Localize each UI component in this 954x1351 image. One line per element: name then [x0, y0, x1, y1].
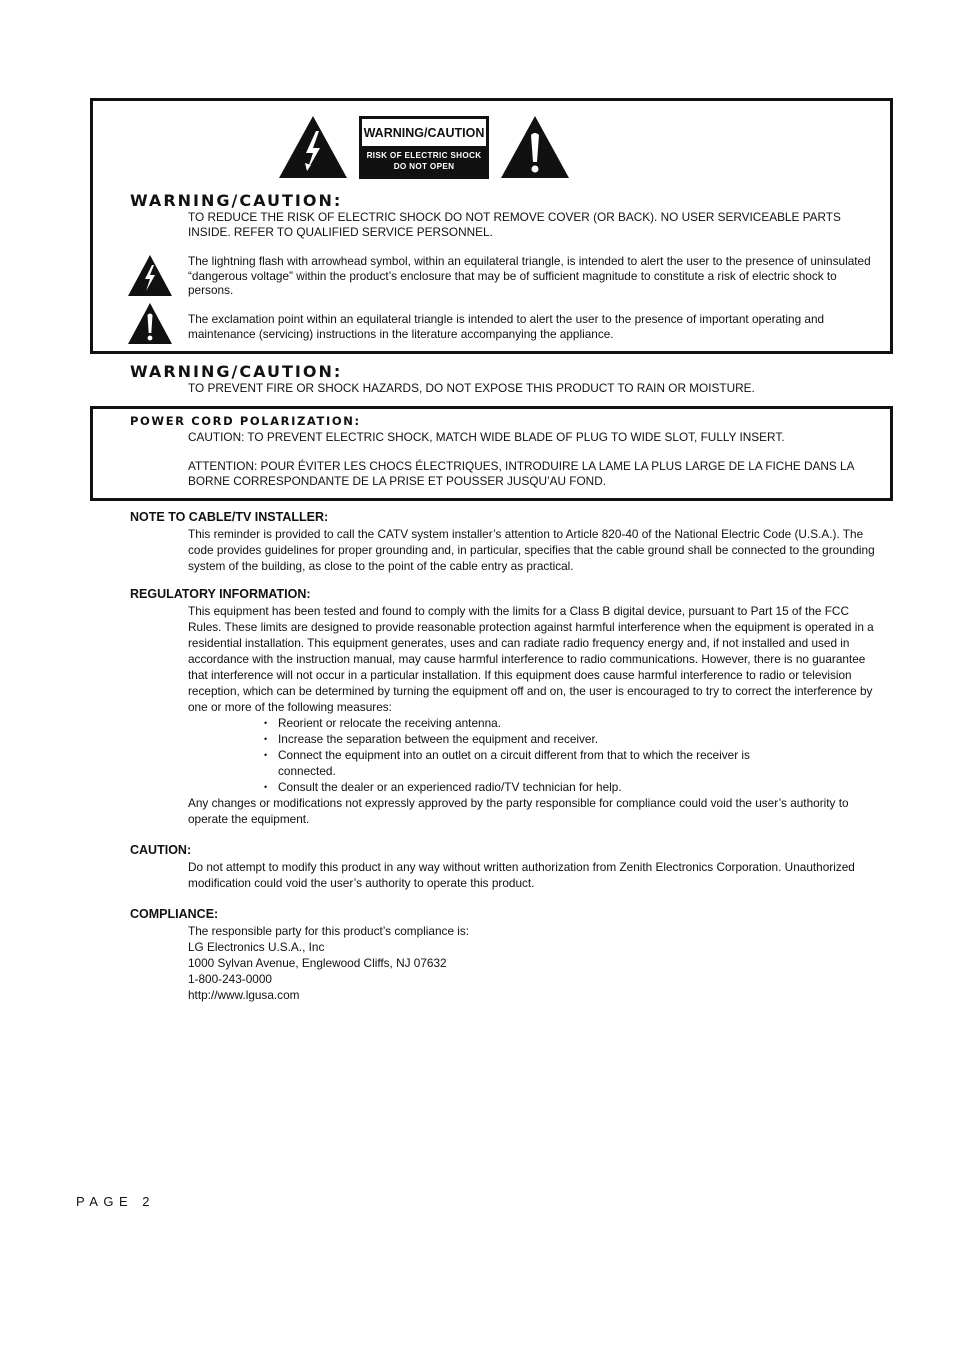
lightning-explanation: The lightning flash with arrowhead symbol, within an equilateral triangle, is intended to alert the user to the presence of uninsulated “dangerous voltage” within the product’s enclosure that may be of sufficient magnitude to constitute a risk of electric shock to persons.	[188, 254, 871, 298]
list-item: • Increase the separation between the equipment and receiver.	[262, 731, 782, 747]
compliance-line: The responsible party for this product’s compliance is:	[188, 924, 470, 938]
regulatory-text: This equipment has been tested and found to comply with the limits for a Class B digital device, pursuant to Part 15 of the FCC Rules. These limits are designed to provide reasonable protection against harmful interference when the equipment is operated in a residential installation. This equipment generates, uses and can radiate radio frequency energy and, if not installed and used in accordance with the instruction manual, may cause harmful interference to radio communications. However, there is no guarantee that interference will not occur in a particular installation. If this equipment does cause harmful interference to radio or television reception, which can be determined by turning the equipment off and on, the user is encouraged to try to correct the interference by one or more of the following measures:	[188, 604, 874, 714]
warning-label	[359, 116, 489, 179]
caution-heading: CAUTION:	[130, 843, 192, 857]
cable-heading: NOTE TO CABLE/TV INSTALLER:	[130, 510, 329, 524]
regulatory-measures-list	[262, 715, 782, 795]
warning-label-title: WARNING/CAUTION	[362, 119, 486, 146]
cable-text: This reminder is provided to call the CATV system installer’s attention to Article 820-40 of the National Electric Code (U.S.A.). The code provides guidelines for proper grounding and, in particular, specifies that the cable ground shall be connected to the grounding system of the building, as close to the point of the cable entry as practical.	[188, 527, 875, 573]
exclamation-warning-icon-small	[127, 302, 173, 345]
compliance-line: http://www.lgusa.com	[188, 988, 300, 1002]
list-item: • Consult the dealer or an experienced radio/TV technician for help.	[262, 779, 782, 795]
exclamation-warning-icon	[500, 115, 570, 179]
warning-heading-2: WARNING/CAUTION:	[130, 362, 343, 381]
lightning-warning-icon	[278, 115, 348, 179]
polarization-attention: ATTENTION: POUR ÉVITER LES CHOCS ÉLECTRIQUES, INTRODUIRE LA LAME LA PLUS LARGE DE LA FICHE DANS LA BORNE CORRESPONDANTE DE LA PRISE ET POUSSER JUSQU’AU FOND.	[188, 459, 854, 488]
regulatory-heading: REGULATORY INFORMATION:	[130, 587, 311, 601]
exclamation-explanation: The exclamation point within an equilateral triangle is intended to alert the user to the presence of important operating and maintenance (servicing) instructions in the literature accompanying the appliance.	[188, 312, 825, 341]
polarization-heading: POWER CORD POLARIZATION:	[130, 414, 361, 428]
warning-text-2: TO PREVENT FIRE OR SHOCK HAZARDS, DO NOT EXPOSE THIS PRODUCT TO RAIN OR MOISTURE.	[188, 381, 755, 395]
warning-heading-1: WARNING/CAUTION:	[130, 191, 343, 210]
warning-text-1: TO REDUCE THE RISK OF ELECTRIC SHOCK DO NOT REMOVE COVER (OR BACK). NO USER SERVICEABLE PARTS INSIDE. REFER TO QUALIFIED SERVICE PERSONNEL.	[188, 210, 841, 239]
compliance-block	[188, 923, 878, 1003]
page-number: PAGE 2	[76, 1194, 156, 1209]
warning-label-line1: RISK OF ELECTRIC SHOCK	[366, 151, 482, 160]
list-item: • Reorient or relocate the receiving antenna.	[262, 715, 782, 731]
compliance-line: LG Electronics U.S.A., Inc	[188, 940, 325, 954]
regulatory-closing: Any changes or modifications not expressly approved by the party responsible for compliance could void the user’s authority to operate the equipment.	[188, 796, 849, 826]
warning-label-line2: DO NOT OPEN	[393, 162, 455, 171]
compliance-heading: COMPLIANCE:	[130, 907, 219, 921]
caution-text: Do not attempt to modify this product in any way without written authorization from Zenith Electronics Corporation. Unauthorized modification could void the user’s authority to operate this product.	[188, 860, 855, 890]
list-item: • Connect the equipment into an outlet on a circuit different from that to which the receiver is connected.	[262, 747, 758, 779]
polarization-caution: CAUTION: TO PREVENT ELECTRIC SHOCK, MATCH WIDE BLADE OF PLUG TO WIDE SLOT, FULLY INSERT.	[188, 430, 785, 444]
lightning-warning-icon-small	[127, 254, 173, 297]
compliance-line: 1000 Sylvan Avenue, Englewood Cliffs, NJ 07632	[188, 956, 447, 970]
compliance-line: 1-800-243-0000	[188, 972, 272, 986]
